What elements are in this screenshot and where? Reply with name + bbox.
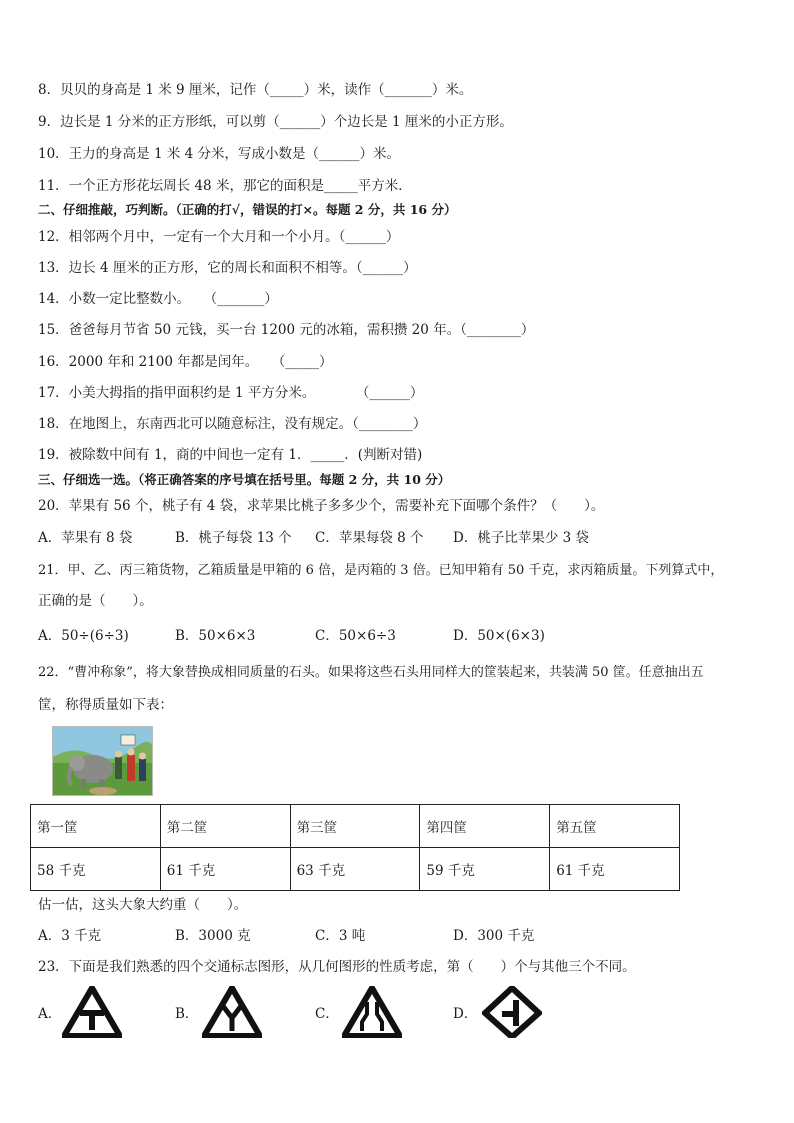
q23-option-d: D． (453, 1006, 478, 1022)
question-18: 18．在地图上，东南西北可以随意标注，没有规定。（________） (38, 416, 427, 432)
q21-option-a: A．50÷(6÷3) (38, 628, 129, 644)
header-basket-4: 第四筐 (420, 805, 550, 848)
q22-option-d: D．300 千克 (453, 928, 535, 944)
question-9: 9．边长是 1 分米的正方形纸，可以剪（______）个边长是 1 厘米的小正方形。 (38, 114, 513, 130)
question-14: 14．小数一定比整数小。 （_______） (38, 291, 278, 307)
q20-option-a: A．苹果有 8 袋 (38, 530, 133, 546)
question-11: 11．一个正方形花坛周长 48 米，那它的面积是_____平方米． (38, 178, 412, 194)
question-13: 13．边长 4 厘米的正方形，它的周长和面积不相等。（______） (38, 260, 417, 276)
value-basket-2: 61 千克 (160, 848, 290, 891)
elephant-illustration (52, 726, 153, 796)
question-21-line-2: 正确的是（ ）。 (38, 593, 153, 609)
header-basket-2: 第二筐 (160, 805, 290, 848)
header-basket-5: 第五筐 (550, 805, 680, 848)
q22-option-b: B．3000 克 (175, 928, 251, 944)
basket-weight-table (30, 804, 680, 891)
t-junction-sign-icon (62, 986, 122, 1038)
question-22-ask: 估一估，这头大象大约重（ ）。 (38, 897, 248, 913)
road-narrows-sign-icon (342, 986, 402, 1038)
q23-option-a: A． (38, 1006, 62, 1022)
header-basket-1: 第一筐 (31, 805, 161, 848)
value-basket-4: 59 千克 (420, 848, 550, 891)
q23-option-c: C． (315, 1006, 339, 1022)
value-basket-3: 63 千克 (290, 848, 420, 891)
question-22-line-1: 22．“曹冲称象”，将大象替换成相同质量的石头。如果将这些石头用同样大的筐装起来，共装满 50 筐。任意抽出五 (38, 665, 704, 680)
value-basket-1: 58 千克 (31, 848, 161, 891)
question-15: 15．爸爸每月节省 50 元钱，买一台 1200 元的冰箱，需积攒 20 年。（________） (38, 322, 535, 338)
question-8: 8．贝贝的身高是 1 米 9 厘米，记作（_____）米，读作（_______）米。 (38, 82, 473, 98)
question-12: 12．相邻两个月中，一定有一个大月和一个小月。（______） (38, 229, 400, 245)
question-22-line-2: 筐，称得质量如下表： (38, 697, 173, 713)
question-20: 20．苹果有 56 个，桃子有 4 袋，求苹果比桃子多多少个，需要补充下面哪个条件？（ ）。 (38, 498, 605, 514)
q21-option-c: C．50×6÷3 (315, 628, 396, 644)
question-16: 16．2000 年和 2100 年都是闰年。 （_____） (38, 354, 333, 370)
table-header-row (31, 805, 680, 848)
table-value-row (31, 848, 680, 891)
question-10: 10．王力的身高是 1 米 4 分米，写成小数是（______）米。 (38, 146, 401, 162)
header-basket-3: 第三筐 (290, 805, 420, 848)
value-basket-5: 61 千克 (550, 848, 680, 891)
section-3-heading: 三、仔细选一选。（将正确答案的序号填在括号里。每题 2 分，共 10 分） (38, 472, 451, 487)
elephant-scene-image (53, 727, 153, 796)
q20-option-c: C．苹果每袋 8 个 (315, 530, 424, 546)
question-19: 19．被除数中间有 1，商的中间也一定有 1．_____．(判断对错) (38, 447, 423, 463)
q22-option-c: C．3 吨 (315, 928, 366, 944)
q22-option-a: A．3 千克 (38, 928, 102, 944)
y-fork-sign-icon (202, 986, 262, 1038)
q23-option-b: B． (175, 1006, 199, 1022)
question-21-line-1: 21．甲、乙、丙三箱货物，乙箱质量是甲箱的 6 倍，是丙箱的 3 倍。已知甲箱有 50 千克，求丙箱质量。下列算式中， (38, 563, 724, 578)
q20-option-b: B．桃子每袋 13 个 (175, 530, 292, 546)
question-23: 23．下面是我们熟悉的四个交通标志图形，从几何图形的性质考虑，第（ ）个与其他三个不同。 (38, 959, 636, 975)
section-2-heading: 二、仔细推敲，巧判断。（正确的打√，错误的打×。每题 2 分，共 16 分） (38, 202, 457, 217)
q20-option-d: D．桃子比苹果少 3 袋 (453, 530, 589, 546)
question-17: 17．小美大拇指的指甲面积约是 1 平方分米。 （______） (38, 385, 424, 401)
side-road-sign-icon (482, 986, 542, 1038)
q21-option-b: B．50×6×3 (175, 628, 256, 644)
q21-option-d: D．50×(6×3) (453, 628, 545, 644)
